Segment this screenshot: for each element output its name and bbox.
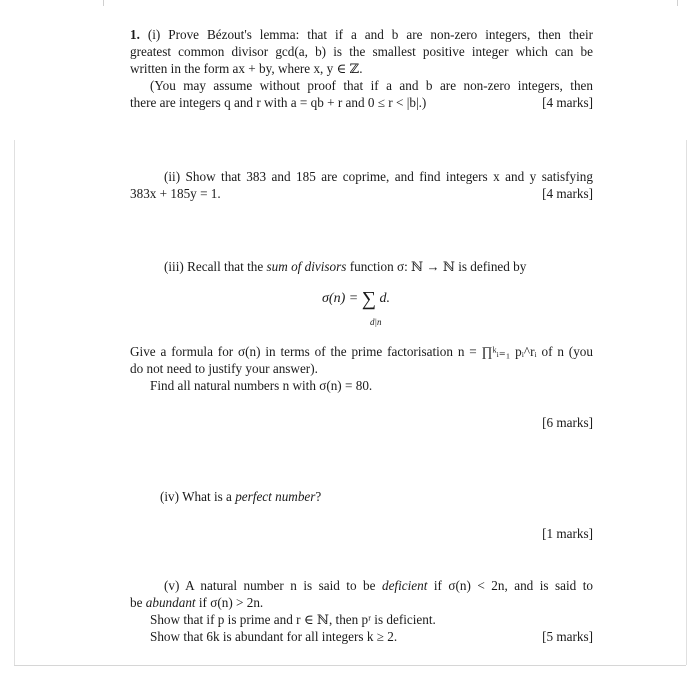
part-iii-marks-row [130, 414, 593, 431]
deficient-term: deficient [381, 578, 428, 593]
frame-edge-top-left [103, 0, 104, 6]
part-v-text-2-post: if σ(n) > 2n. [195, 595, 264, 610]
question-number: 1. [130, 27, 140, 42]
part-iii-line-3: do not need to justify your answer). [130, 361, 318, 376]
part-i-line-4: (You may assume without proof that if a and b are non-zero integers, then [150, 78, 593, 93]
part-v-marks: [5 marks] [542, 629, 593, 644]
part-v-line-1 [130, 577, 593, 594]
part-i-label: (i) [147, 27, 161, 42]
part-i-line-1 [130, 26, 593, 43]
part-v-text-1-post: if σ(n) < 2n, and is said to [427, 578, 593, 593]
frame-edge-left [14, 140, 15, 665]
formula-lhs: σ(n) = [322, 291, 362, 306]
sigma-formula [322, 288, 390, 327]
part-v-line-4 [130, 628, 593, 645]
part-iv-line-1 [130, 488, 593, 505]
part-iv-text-pre: (iv) What is a [160, 489, 236, 504]
part-ii-marks: [4 marks] [542, 186, 593, 201]
part-iii-marks-line [130, 414, 593, 431]
part-v-block [130, 577, 593, 645]
part-v-text-2-pre: be [130, 595, 146, 610]
part-iii-block-2 [130, 343, 593, 394]
part-iii-line-4: Find all natural numbers n with σ(n) = 80. [150, 378, 373, 393]
part-iii-block [130, 258, 593, 275]
part-i-marks: [4 marks] [542, 95, 593, 110]
part-i-text-1: Prove Bézout's lemma: that if a and b are non-zero integers, then their [168, 27, 594, 42]
part-v-line-3: Show that if p is prime and r ∈ ℕ, then pʳ is deficient. [150, 612, 436, 627]
summation-subscript: d|n [370, 317, 382, 327]
part-i-line-5 [130, 94, 593, 111]
part-i-line-2: greatest common divisor gcd(a, b) is the smallest positive integer which can be [130, 44, 593, 59]
part-v-text-4: Show that 6k is abundant for all integers k ≥ 2. [150, 629, 398, 644]
part-iii-marks: [6 marks] [542, 415, 593, 430]
part-v-line-2 [130, 594, 593, 611]
frame-edge-bottom [14, 665, 686, 666]
sum-of-divisors-term: sum of divisors [266, 259, 347, 274]
part-iv-marks-row [130, 525, 593, 542]
part-iv-text-post: ? [315, 489, 322, 504]
part-iii-line-2: Give a formula for σ(n) in terms of the prime factorisation n = ∏ᵏᵢ₌₁ pᵢ^rᵢ of n (you [130, 344, 593, 359]
part-iii-text-1-pre: (iii) Recall that the [164, 259, 267, 274]
formula-rhs: d. [379, 291, 390, 306]
part-i-line-3: written in the form ax + by, where x, y ∈ ℤ. [130, 61, 363, 76]
frame-edge-top-right [677, 0, 678, 6]
part-iv-marks-line [130, 525, 593, 542]
part-iv-marks: [1 marks] [542, 526, 593, 541]
part-ii-line-1: (ii) Show that 383 and 185 are coprime, and find integers x and y satisfying [164, 169, 593, 184]
part-v-text-1-pre: (v) A natural number n is said to be [164, 578, 382, 593]
part-i-block [130, 26, 593, 111]
part-i-text-5: there are integers q and r with a = qb + r and 0 ≤ r < |b|.) [130, 95, 427, 110]
perfect-number-term: perfect number [235, 489, 316, 504]
part-ii-line-2 [130, 185, 593, 202]
part-ii-text-2: 383x + 185y = 1. [130, 186, 221, 201]
part-iii-line-1 [130, 258, 593, 275]
part-iii-text-1-post: function σ: ℕ → ℕ is defined by [346, 259, 527, 274]
frame-edge-right [686, 140, 687, 665]
summation-symbol: ∑ [361, 288, 376, 310]
part-ii-block [130, 168, 593, 202]
part-iv-block [130, 488, 593, 505]
abundant-term: abundant [145, 595, 196, 610]
